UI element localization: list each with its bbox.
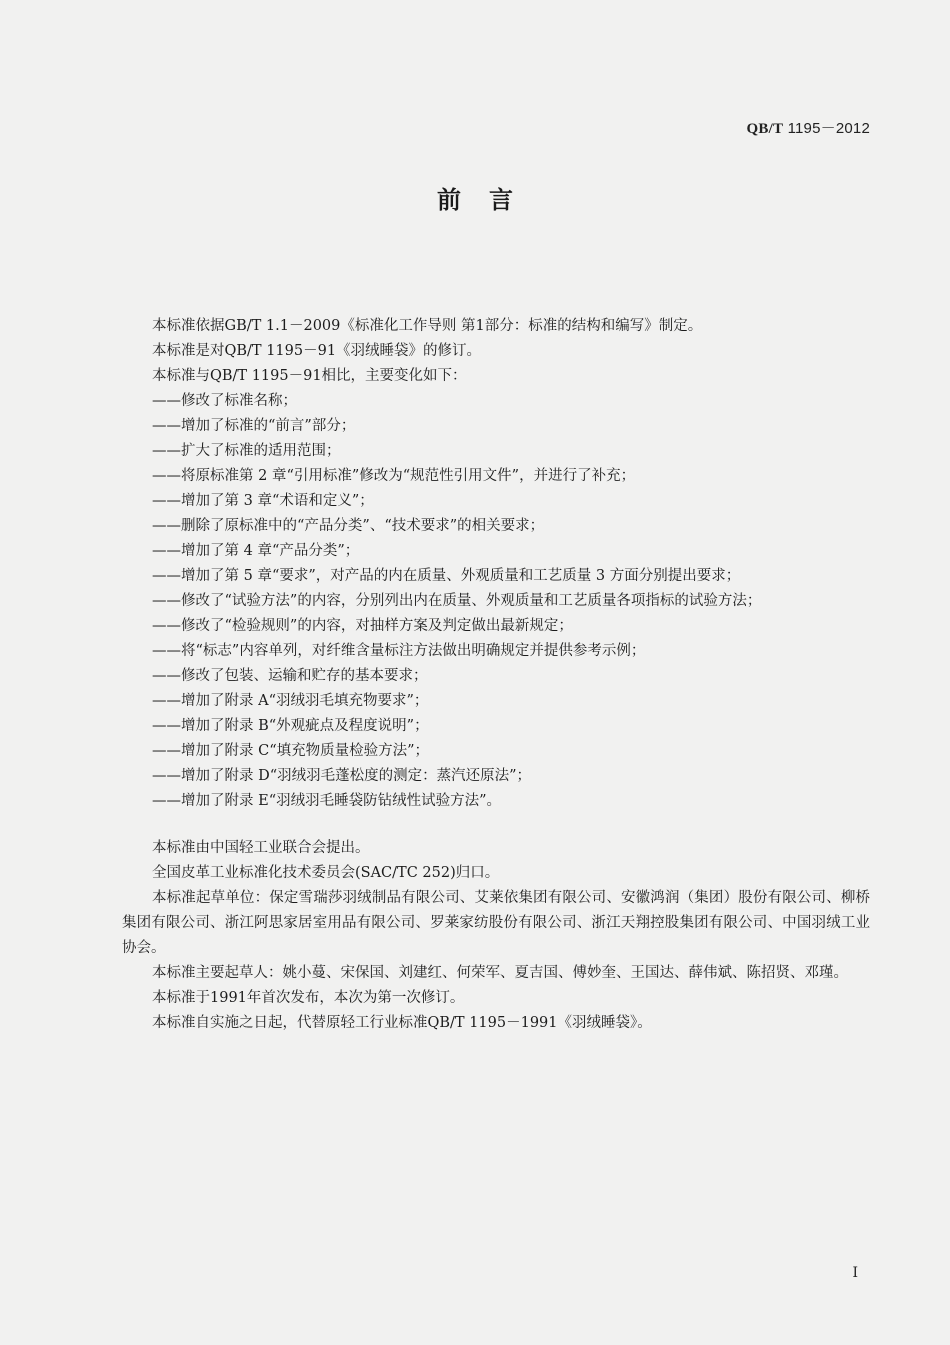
- change-item: ——修改了“试验方法”的内容，分别列出内在质量、外观质量和工艺质量各项指标的试验方法；: [152, 593, 762, 609]
- change-item: ——增加了附录 B“外观疵点及程度说明”；: [152, 718, 429, 734]
- jurisdiction-line: 全国皮革工业标准化技术委员会(SAC/TC 252)归口。: [152, 865, 500, 881]
- change-item: ——增加了第 5 章“要求”，对产品的内在质量、外观质量和工艺质量 3 方面分别提出要求；: [152, 568, 741, 584]
- page-number: I: [852, 1265, 858, 1281]
- intro-line-1: 本标准依据GB/T 1.1－2009《标准化工作导则 第1部分：标准的结构和编写》制定。: [152, 318, 703, 334]
- proposed-by-line: 本标准由中国轻工业联合会提出。: [152, 840, 370, 856]
- main-drafters-paragraph: 本标准主要起草人：姚小蔓、宋保国、刘建红、何荣军、夏吉国、傅妙奎、王国达、薛伟斌、陈招贤、邓瑾。: [152, 965, 848, 981]
- standard-number: 1195－2012: [787, 120, 870, 137]
- page-title: 前言: [437, 186, 541, 214]
- change-item: ——增加了附录 A“羽绒羽毛填充物要求”；: [152, 693, 429, 709]
- intro-line-2: 本标准是对QB/T 1195－91《羽绒睡袋》的修订。: [152, 343, 482, 359]
- change-item: ——增加了标准的“前言”部分；: [152, 418, 356, 434]
- change-item: ——将原标准第 2 章“引用标准”修改为“规范性引用文件”，并进行了补充；: [152, 468, 636, 484]
- replaces-line: 本标准自实施之日起，代替原轻工行业标准QB/T 1195－1991《羽绒睡袋》。: [152, 1015, 652, 1031]
- drafting-units-paragraph: 本标准起草单位：保定雪瑞莎羽绒制品有限公司、艾莱依集团有限公司、安徽鸿润（集团）股份有限公司、柳桥集团有限公司、浙江阿思家居室用品有限公司、罗莱家纺股份有限公司、浙江天翔控股集团有限公司、中国羽绒工业协会。: [122, 890, 870, 956]
- standard-prefix: QB/T: [746, 121, 784, 137]
- change-item: ——将“标志”内容单列，对纤维含量标注方法做出明确规定并提供参考示例；: [152, 643, 646, 659]
- change-item: ——删除了原标准中的“产品分类”、“技术要求”的相关要求；: [152, 518, 545, 534]
- change-item: ——增加了附录 E“羽绒羽毛睡袋防钻绒性试验方法”。: [152, 793, 502, 809]
- foreword-changes-section: [122, 314, 870, 814]
- change-item: ——修改了标准名称；: [152, 393, 297, 409]
- foreword-info-section: [122, 836, 870, 1036]
- change-item: ——扩大了标准的适用范围；: [152, 443, 341, 459]
- first-published-line: 本标准于1991年首次发布，本次为第一次修订。: [152, 990, 465, 1006]
- change-item: ——增加了附录 C“填充物质量检验方法”；: [152, 743, 430, 759]
- change-item: ——增加了第 3 章“术语和定义”；: [152, 493, 374, 509]
- change-item: ——修改了包装、运输和贮存的基本要求；: [152, 668, 428, 684]
- standard-code: [747, 117, 870, 138]
- change-item: ——增加了附录 D“羽绒羽毛蓬松度的测定：蒸汽还原法”；: [152, 768, 532, 784]
- change-item: ——修改了“检验规则”的内容，对抽样方案及判定做出最新规定；: [152, 618, 573, 634]
- intro-line-3: 本标准与QB/T 1195－91相比，主要变化如下：: [152, 368, 467, 384]
- change-item: ——增加了第 4 章“产品分类”；: [152, 543, 360, 559]
